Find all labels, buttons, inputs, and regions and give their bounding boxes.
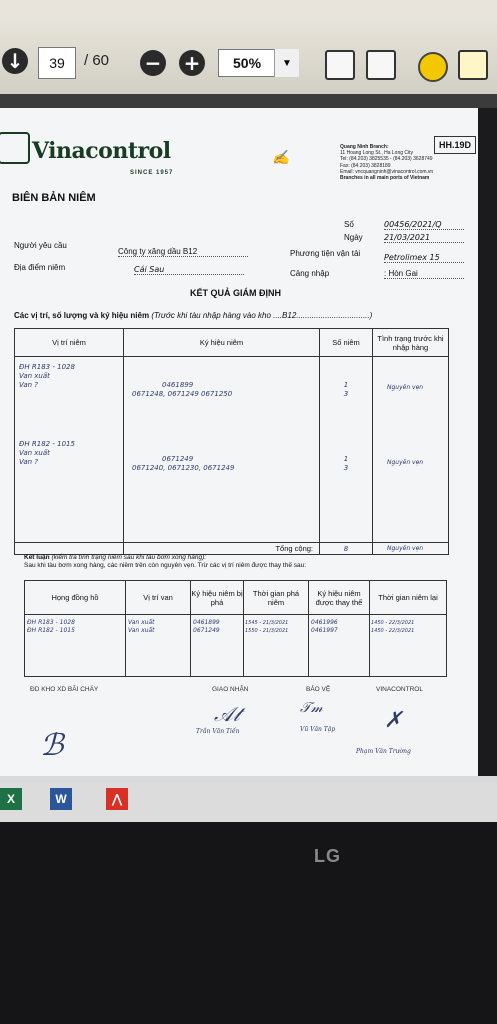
monitor-bezel <box>0 822 497 1024</box>
vinacontrol-logo: Vinacontrol <box>32 138 171 164</box>
cell: Van xuất <box>128 627 155 634</box>
cell: 1545 - 21/3/2021 <box>245 620 289 626</box>
fit-width-icon[interactable] <box>325 50 355 80</box>
nguoi-yeu-cau-value: Công ty xăng dầu B12 <box>118 247 248 257</box>
conclusion-text: Sau khi tàu bơm xong hàng, các niêm trên còn nguyên vẹn. Trừ các vị trí niêm được thay thế sau: <box>24 562 307 569</box>
zoom-out-icon[interactable]: − <box>140 50 166 76</box>
zoom-in-icon[interactable]: + <box>179 50 205 76</box>
signature: ✗ <box>384 708 403 733</box>
page-current: 39 <box>49 55 65 71</box>
position: Van ? <box>19 381 39 389</box>
excel-icon[interactable]: X <box>0 788 22 810</box>
table-total-row <box>15 543 449 555</box>
nguoi-yeu-cau-label: Người yêu cầu <box>14 241 67 250</box>
signature: ℬ <box>40 728 64 763</box>
vinacontrol-logo-icon <box>0 132 30 164</box>
conclusion <box>24 554 306 570</box>
total-value: 8 <box>320 543 373 555</box>
total-status: Nguyên vẹn <box>373 543 449 555</box>
branch-line: Email: vncquangninh@vinacontrol.com.vn <box>340 168 434 175</box>
cell: 0461899 <box>193 619 220 626</box>
cell: ĐH R182 - 1015 <box>27 627 75 634</box>
col-header: Ký hiệu niêm được thay thế <box>309 581 370 615</box>
cell: 0461996 <box>311 619 338 626</box>
col-header: Thời gian niêm lại <box>370 581 447 615</box>
cell: 1450 - 22/3/2021 <box>371 628 415 634</box>
branch-line: 11 Hoang Long St., Ha Long City <box>340 150 414 157</box>
stamp-signature: ✍ <box>272 150 290 166</box>
seal-count: 1 <box>343 381 349 389</box>
col-header: Họng đồng hồ <box>25 581 126 615</box>
table-row <box>15 357 449 543</box>
branch-line: Quang Ninh Branch: <box>340 144 389 150</box>
position: Van ? <box>19 458 39 466</box>
pdf-page <box>0 108 478 776</box>
seal-code: 0461899 <box>162 381 194 389</box>
page-total: 60 <box>92 52 110 69</box>
pdf-toolbar <box>0 20 497 96</box>
sign-label: BẢO VỆ <box>306 686 331 693</box>
cell: 1550 - 21/3/2021 <box>245 628 289 634</box>
seal-count: 1 <box>343 455 349 463</box>
col-header: Số niêm <box>320 329 373 357</box>
conclusion-label: Kết luận <box>24 554 50 561</box>
seal-status: Nguyên vẹn <box>387 459 424 466</box>
signer-name: Vũ Văn Tập <box>300 726 336 733</box>
ngay-value: 21/03/2021 <box>384 233 464 243</box>
position: ĐH R183 - 1028 <box>19 363 75 371</box>
monitor-brand-logo: LG <box>314 846 341 866</box>
logo-since: SINCE 1957 <box>130 170 174 176</box>
col-header: Vị trí niêm <box>15 329 124 357</box>
branch-line: Fax: (84.203) 3828189 <box>340 162 391 169</box>
page-separator: / 60 <box>84 52 110 69</box>
page-number-input[interactable] <box>38 47 76 79</box>
ptvt-label: Phương tiện vận tải <box>290 249 361 258</box>
so-value: 00456/2021/Q <box>384 220 464 230</box>
signer-name: Trần Văn Tiến <box>196 728 240 735</box>
signature: 𝒯𝓂 <box>300 700 323 716</box>
position: Van xuất <box>19 372 50 380</box>
col-header: Ký hiệu niêm bị phá <box>191 581 244 615</box>
section-note: (Trước khi tàu nhập hàng vào kho ....B12.................................) <box>151 311 373 320</box>
seal-code: 0671240, 0671230, 0671249 <box>132 464 235 472</box>
col-header: Ký hiệu niêm <box>124 329 320 357</box>
cell: 0461997 <box>311 627 338 634</box>
result-title: KẾT QUẢ GIÁM ĐỊNH <box>190 288 281 298</box>
zoom-value: 50% <box>233 55 262 71</box>
branch-line: Tel: (84.203) 3825535 - (84.203) 3628749 <box>340 156 433 163</box>
cell: 1450 - 22/3/2021 <box>371 620 415 626</box>
section-label: Các vị trí, số lượng và ký hiệu niêm <box>14 311 150 320</box>
ngay-label: Ngày <box>344 233 363 242</box>
signer-name: Phạm Văn Trường <box>356 748 411 755</box>
cell: ĐH R183 - 1028 <box>27 619 75 626</box>
cang-nhap-value: : Hòn Gai <box>384 269 464 279</box>
ptvt-value: Petrolimex 15 <box>384 253 464 263</box>
cell: 0671249 <box>193 627 220 634</box>
total-label: Tổng cộng: <box>124 543 320 555</box>
seal-status: Nguyên vẹn <box>387 384 424 391</box>
comment-icon[interactable] <box>418 52 448 82</box>
chevron-down-icon[interactable]: ▼ <box>274 49 299 77</box>
conclusion-note: (kiểm tra tình trạng niêm sau khi tàu bơm xong hàng): <box>51 554 207 561</box>
seal-table <box>14 328 449 555</box>
seal-code: 0671248, 0671249 0671250 <box>132 390 233 398</box>
col-header: Thời gian phá niêm <box>244 581 309 615</box>
cell: Van xuất <box>128 619 155 626</box>
toolbar-divider <box>0 94 497 108</box>
text-tool-icon[interactable] <box>458 50 488 80</box>
replaced-seal-table <box>24 580 447 677</box>
form-code: HH.19D <box>434 136 476 154</box>
word-icon[interactable]: W <box>50 788 72 810</box>
so-label: Số <box>344 220 354 229</box>
signature: 𝒜𝓉 <box>214 702 240 726</box>
sign-label: VINACONTROL <box>376 686 423 693</box>
fit-page-icon[interactable] <box>366 50 396 80</box>
section-heading <box>14 311 372 320</box>
pdf-icon[interactable]: ⋀ <box>106 788 128 810</box>
seal-code: 0671249 <box>162 455 194 463</box>
download-icon[interactable]: ↓ <box>2 48 28 74</box>
sign-label: GIAO NHẬN <box>212 686 249 693</box>
branch-line: Branches in all main ports of Vietnam <box>340 175 430 182</box>
cang-nhap-label: Cảng nhập <box>290 269 330 278</box>
position: ĐH R182 - 1015 <box>19 440 75 448</box>
doc-title: BIÊN BẢN NIÊM <box>12 192 96 204</box>
taskbar <box>0 782 497 822</box>
col-header: Tình trạng trước khi nhập hàng <box>373 329 449 357</box>
dia-diem-label: Địa điểm niêm <box>14 263 66 272</box>
dia-diem-value: Cái Sau <box>134 265 244 275</box>
seal-count: 3 <box>343 464 349 472</box>
position: Van xuất <box>19 449 50 457</box>
seal-count: 3 <box>343 390 349 398</box>
table-row <box>25 615 447 677</box>
col-header: Vị trí van <box>126 581 191 615</box>
branch-info <box>340 144 480 181</box>
sign-label: ĐD KHO XD BÃI CHÁY <box>30 686 99 693</box>
window-top-strip <box>0 0 497 20</box>
